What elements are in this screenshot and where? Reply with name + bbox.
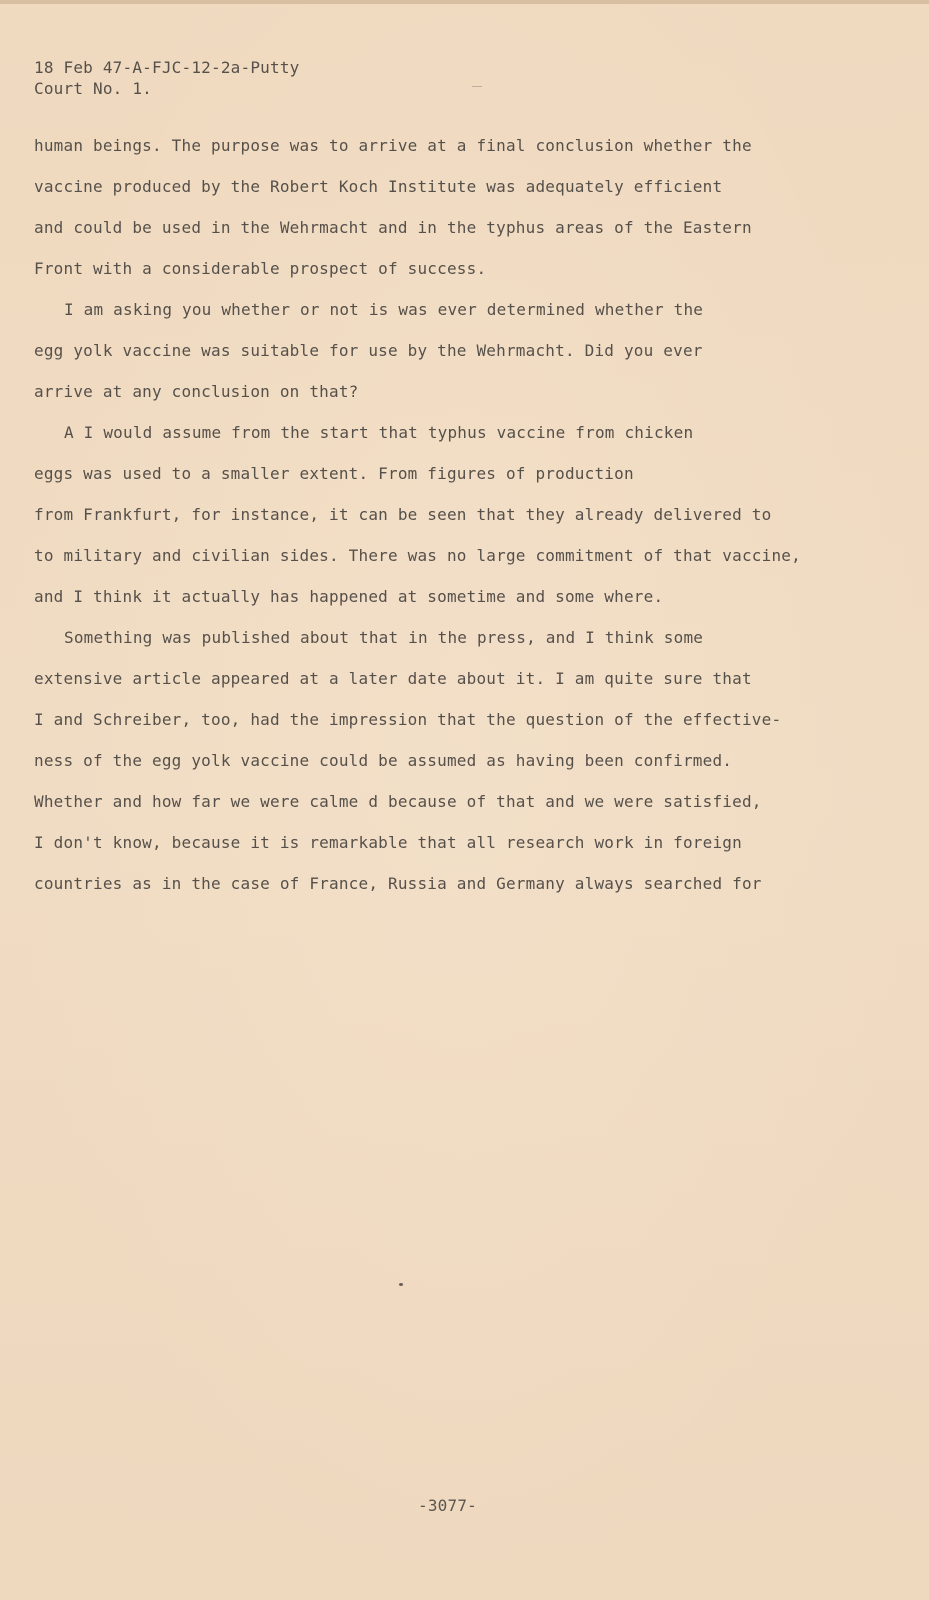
ink-speck bbox=[399, 1283, 403, 1286]
body-line: Front with a considerable prospect of success. bbox=[34, 259, 487, 278]
body-line: I don't know, because it is remarkable that all research work in foreign bbox=[34, 833, 742, 852]
body-line: human beings. The purpose was to arrive at a final conclusion whether the bbox=[34, 136, 752, 155]
body-line: ness of the egg yolk vaccine could be assumed as having been confirmed. bbox=[34, 751, 733, 770]
body-line: from Frankfurt, for instance, it can be seen that they already delivered to bbox=[34, 505, 772, 524]
body-line: I and Schreiber, too, had the impression that the question of the effective- bbox=[34, 710, 782, 729]
body-line: countries as in the case of France, Russia and Germany always searched for bbox=[34, 874, 762, 893]
body-line: egg yolk vaccine was suitable for use by the Wehrmacht. Did you ever bbox=[34, 341, 703, 360]
answer-line: A I would assume from the start that typhus vaccine from chicken bbox=[64, 423, 694, 442]
body-line: Whether and how far we were calme d because of that and we were satisfied, bbox=[34, 792, 762, 811]
body-line: arrive at any conclusion on that? bbox=[34, 382, 359, 401]
body-line: eggs was used to a smaller extent. From figures of production bbox=[34, 464, 634, 483]
body-line: to military and civilian sides. There was no large commitment of that vaccine, bbox=[34, 546, 801, 565]
body-line: and could be used in the Wehrmacht and in the typhus areas of the Eastern bbox=[34, 218, 752, 237]
question-line: I am asking you whether or not is was ever determined whether the bbox=[64, 300, 704, 319]
body-line: vaccine produced by the Robert Koch Institute was adequately efficient bbox=[34, 177, 723, 196]
body-line: and I think it actually has happened at sometime and some where. bbox=[34, 587, 664, 606]
paragraph-start-line: Something was published about that in the press, and I think some bbox=[64, 628, 704, 647]
header-case-reference: 18 Feb 47-A-FJC-12-2a-Putty bbox=[34, 58, 300, 77]
stray-dash-mark bbox=[472, 86, 482, 87]
header-court-number: Court No. 1. bbox=[34, 79, 152, 98]
body-line: extensive article appeared at a later date about it. I am quite sure that bbox=[34, 669, 752, 688]
paper-top-edge bbox=[0, 0, 929, 4]
page-number: -3077- bbox=[418, 1496, 477, 1515]
